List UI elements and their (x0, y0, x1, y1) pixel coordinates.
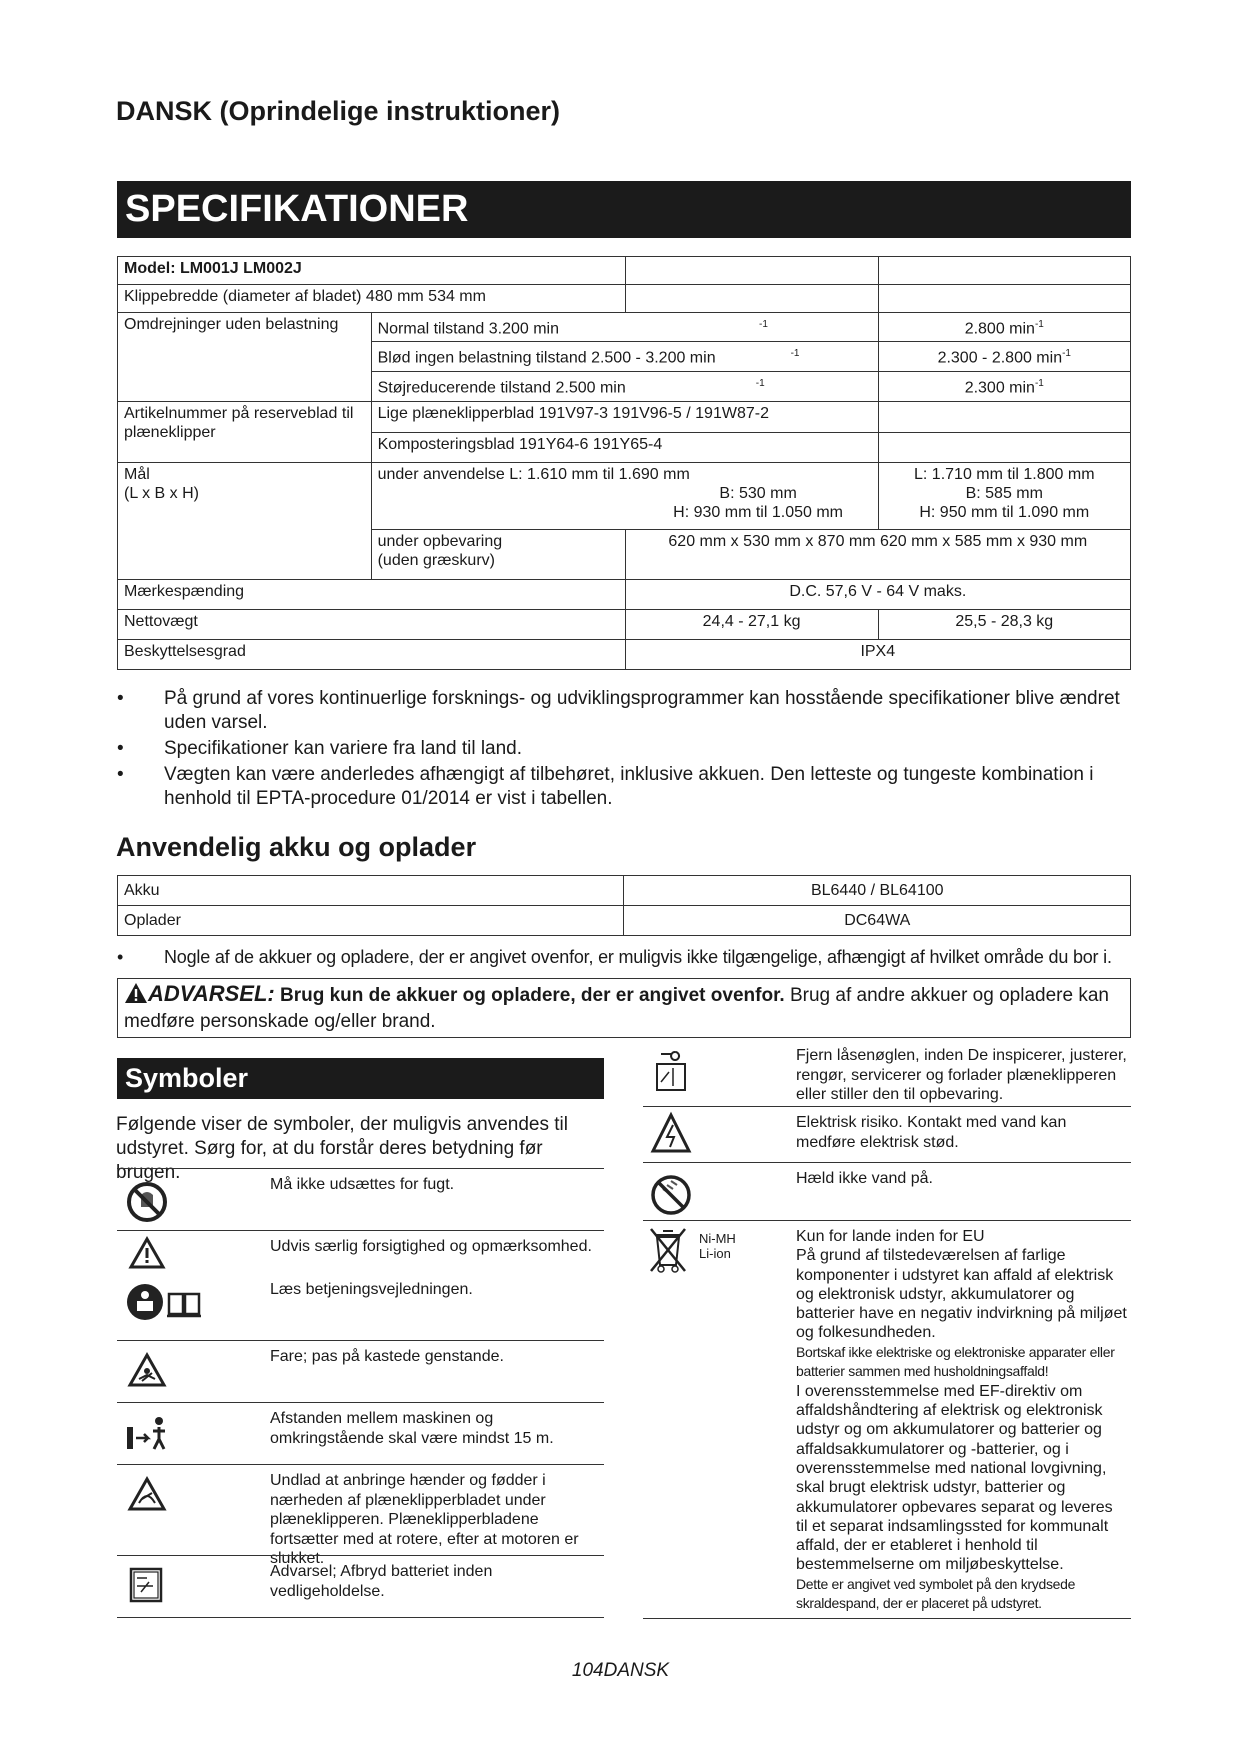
table-row (118, 313, 1131, 342)
akku-value: BL6440 / BL64100 (624, 876, 1131, 906)
symbol-text: Udvis særlig forsigtighed og opmærksomhed. (270, 1238, 592, 1255)
symbol-row (117, 1464, 604, 1567)
language-title: DANSK (Oprindelige instruktioner) (116, 96, 561, 126)
list-item: • På grund af vores kontinuerlige forsknings- og udviklingsprogrammer kan hosstående specifikationer blive ændret uden varsel. (117, 687, 1131, 735)
symbol-text: Elektrisk risiko. Kontakt med vand kan medføre elektrisk stød. (796, 1114, 1067, 1151)
weight-lm001: 24,4 - 27,1 kg (625, 610, 878, 640)
warning-word: ADVARSEL: (148, 981, 275, 1006)
warning-triangle-icon (124, 982, 148, 1004)
list-item: • Nogle af de akkuer og opladere, der er angivet ovenfor, er muligvis ikke tilgængelige, afhængigt af hvilket område du bor i. (117, 945, 1131, 969)
read-manual-icon (117, 1274, 267, 1340)
warning-text: Brug af andre akkuer og opladere kan medføre personskade og/eller brand. (124, 985, 1109, 1032)
blade-straight: Lige plæneklipperblad 191V97-3 191V96-5 / 191W87-2 (371, 402, 878, 433)
quiet-mode: Støjreducerende tilstand 2.500 min $^{-1}$ (371, 372, 878, 402)
symbol-row (117, 1230, 604, 1274)
symbol-text: Fare; pas på kastede genstande. (270, 1348, 504, 1365)
symbol-row (117, 1340, 604, 1402)
normal-mode-lm002: 2.800 $\min^{-1}$ (878, 313, 1130, 342)
symbol-text: Fjern låsenøglen, inden De inspicerer, justerer, rengør, servicerer og forlader plæneklipperen eller stiller den til opbevaring. (796, 1047, 1127, 1103)
dimensions-storage-label: under opbevaring (uden græskurv) (371, 530, 625, 580)
disconnect-battery-icon (117, 1556, 267, 1617)
normal-mode: Normal tilstand 3.200 min $^{-1}$ (371, 313, 878, 342)
battery-note (117, 945, 1131, 969)
symbol-text: Kun for lande inden for EU På grund af tilstedeværelsen af farlige komponenter i udstyret kan affald af elektrisk og elektronisk udstyr, akkumulatorer og batterier have en negativ indvirkning på miljøet og folkesundheden. Bortskaf ikke elektriske og elektroniske apparater eller batterier sammen med husholdningsaffald! I overensstemmelse med EF-direktiv om affaldshåndtering af elektrisk og elektronisk udstyr og om akkumulatorer og batterier og affaldsakkumulatorer og -batterier, og i overensstemmelse med national lovgivning, skal brugt elektrisk udstyr, batterier og akkumulatorer opbevares separat og leveres til et separat indsamlingssted for kommunalt affald, der er etableret i henhold til bestemmelserne om miljøbeskyttelse. Dette er angivet ved symbolet på den krydsede skraldespand, der er placeret på udstyret. (796, 1228, 1127, 1612)
symbol-row (117, 1168, 604, 1230)
symbol-text: Må ikke udsættes for fugt. (270, 1176, 455, 1193)
battery-table (117, 875, 1131, 936)
symbol-row (117, 1555, 604, 1617)
warning-bold-text: Brug kun de akkuer og opladere, der er angivet ovenfor. (280, 985, 785, 1006)
symbol-row (117, 1402, 604, 1464)
electric-hazard-icon (643, 1107, 793, 1162)
no-water-icon (643, 1163, 793, 1220)
charger-value: DC64WA (624, 906, 1131, 936)
symbol-row (643, 1042, 1131, 1106)
voltage-value: D.C. 57,6 V - 64 V maks. (625, 580, 1130, 610)
no-load-label: Omdrejninger uden belastning (118, 313, 372, 402)
protection-label: Beskyttelsesgrad (118, 640, 626, 670)
symbol-text: Hæld ikke vand på. (796, 1170, 933, 1187)
battery-types-label: Ni-MH Li-ion (699, 1231, 736, 1261)
symbol-text: Advarsel; Afbryd batteriet inden vedligeholdelse. (270, 1563, 493, 1600)
weight-label: Nettovægt (118, 610, 626, 640)
page-number: 104DANSK (571, 1660, 670, 1681)
table-row (118, 257, 1131, 285)
table-row (118, 285, 1131, 313)
thrown-objects-icon (117, 1341, 267, 1402)
symbol-row (643, 1106, 1131, 1162)
keep-hands-away-icon (117, 1465, 267, 1555)
specifications-heading: SPECIFIKATIONER (117, 181, 1131, 238)
spec-notes (117, 687, 1131, 811)
quiet-mode-lm002: 2.300 $\min^{-1}$ (878, 372, 1130, 402)
weight-lm002: 25,5 - 28,3 kg (878, 610, 1130, 640)
cutting-width: Klippebredde (diameter af bladet) 480 mm 534 mm (118, 285, 626, 313)
symbols-heading: Symboler (117, 1058, 604, 1099)
table-row (118, 876, 1131, 906)
remove-key-icon (643, 1042, 793, 1106)
list-item: • Vægten kan være anderledes afhængigt af tilbehøret, inklusive akkuen. Den letteste og tungeste kombination i henhold til EPTA-procedure 01/2014 er vist i tabellen. (117, 763, 1131, 811)
table-row (118, 906, 1131, 936)
symbol-text: Undlad at anbringe hænder og fødder i nærheden af plæneklipperbladet under plæneklipperen. Plæneklipperbladene fortsætter med at rotere, efter at motoren er slukket. (270, 1472, 579, 1567)
symbols-intro: Følgende viser de symboler, der muligvis anvendes til udstyret. Sørg for, at du forstår deres betydning før brugen. (116, 1114, 568, 1183)
voltage-label: Mærkespænding (118, 580, 626, 610)
soft-mode: Blød ingen belastning tilstand 2.500 - 3.200 min $^{-1}$ (371, 342, 878, 372)
table-row (118, 463, 1131, 530)
table-row (118, 640, 1131, 670)
specifications-table (117, 256, 1131, 670)
akku-label: Akku (118, 876, 624, 906)
symbol-row (117, 1274, 604, 1340)
dimensions-in-use: under anvendelse L: 1.610 mm til 1.690 mm B: 530 mm H: 930 mm til 1.050 mm (371, 463, 878, 530)
safe-distance-icon (117, 1403, 267, 1464)
symbol-text: Afstanden mellem maskinen og omkringstående skal være mindst 15 m. (270, 1410, 554, 1447)
table-row (118, 580, 1131, 610)
blade-mulch: Komposteringsblad 191Y64-6 191Y65-4 (371, 433, 878, 463)
model-label: Model: LM001J LM002J (118, 257, 626, 285)
protection-value: IPX4 (625, 640, 1130, 670)
list-item: • Specifikationer kan variere fra land til land. (117, 737, 1131, 761)
no-moisture-icon (117, 1169, 267, 1230)
charger-label: Oplader (118, 906, 624, 936)
dimensions-label: Mål (L x B x H) (118, 463, 372, 580)
warning-box (117, 978, 1131, 1038)
weee-bin-icon (643, 1221, 793, 1618)
dimensions-storage-values: 620 mm x 530 mm x 870 mm 620 mm x 585 mm x 930 mm (625, 530, 1130, 580)
dimensions-lm002: L: 1.710 mm til 1.800 mm B: 585 mm H: 950 mm til 1.090 mm (878, 463, 1130, 530)
table-row (118, 610, 1131, 640)
caution-icon (117, 1231, 267, 1274)
table-row (118, 402, 1131, 433)
symbol-row (643, 1220, 1131, 1618)
symbol-row (643, 1162, 1131, 1220)
blade-label: Artikelnummer på reserveblad til plæneklipper (118, 402, 372, 463)
symbol-text: Læs betjeningsvejledningen. (270, 1281, 473, 1298)
battery-heading: Anvendelig akku og oplader (116, 832, 477, 862)
soft-mode-lm002: 2.300 - 2.800 $\min^{-1}$ (878, 342, 1130, 372)
